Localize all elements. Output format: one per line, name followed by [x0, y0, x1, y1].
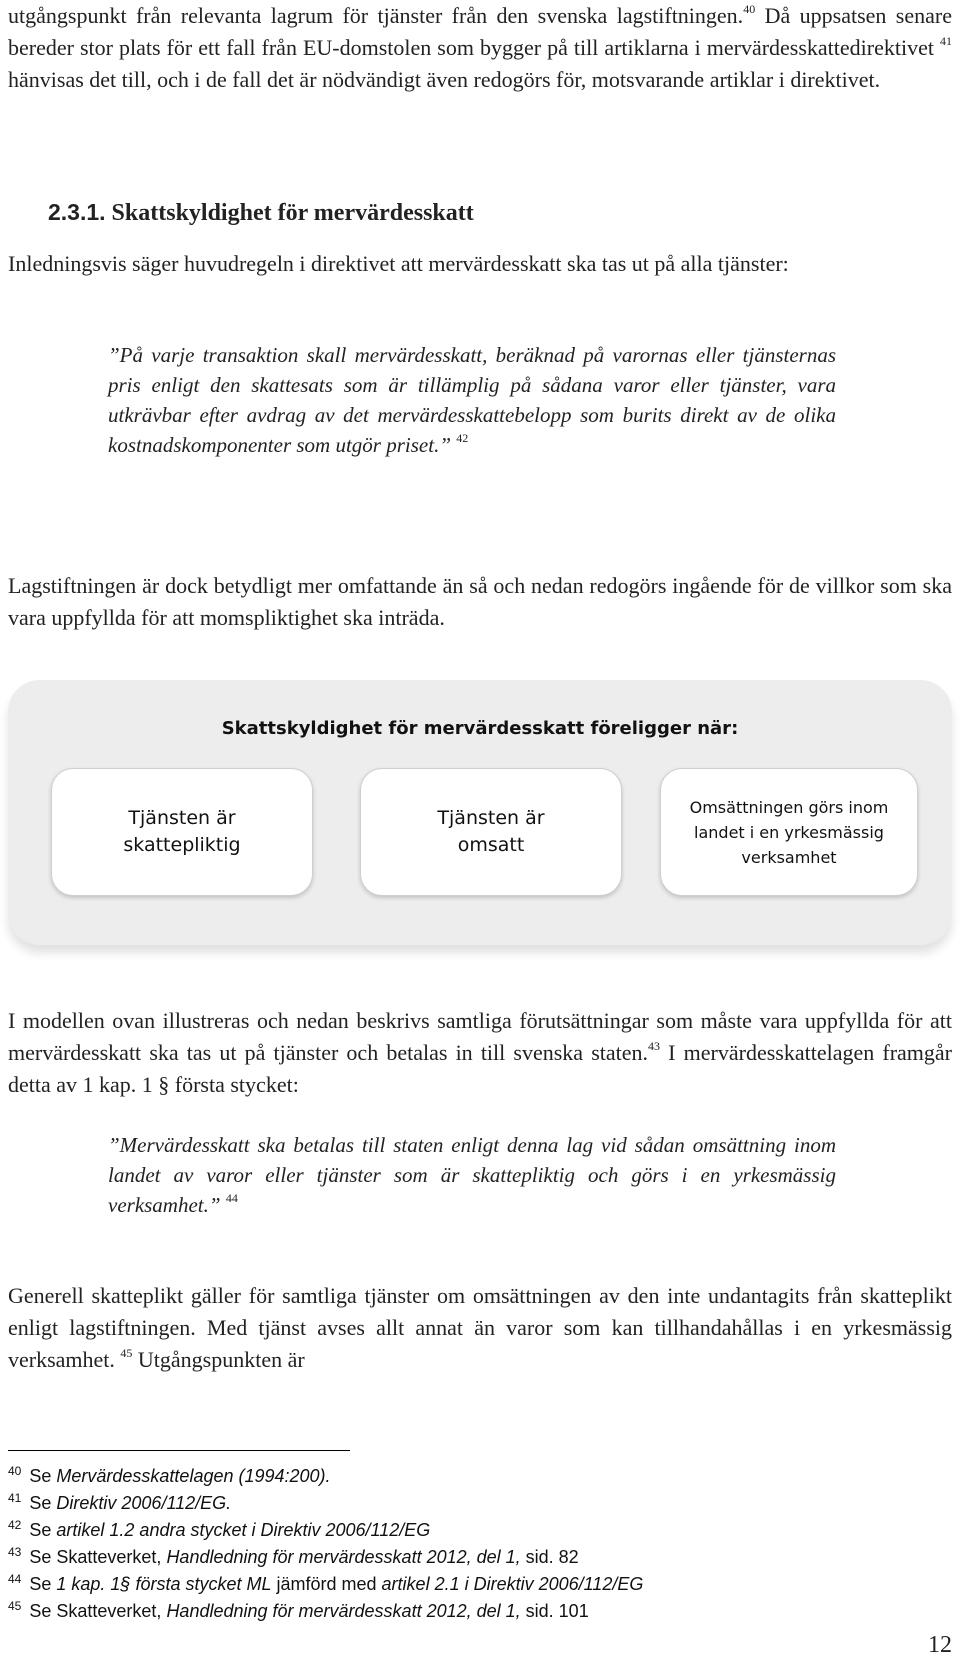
footnote-42: $^{42}$ Se artikel 1.2 andra stycket i Direktiv 2006/112/EG [8, 1518, 431, 1540]
footnote-ref-42[interactable]: 42 [456, 431, 469, 445]
quote-directive: ”På varje transaktion skall mervärdesskatt, beräknad på varornas eller tjänsternas pris enligt den skattesats som är tillämplig på sådana varor eller tjänster, vara utkrävbar efter avdrag av det mervärdesskattebelopp som burits direkt av de olika kostnadskomponenter som utgör priset.” $^{42}$ [108, 343, 836, 457]
quote-ml: ”Mervärdesskatt ska betalas till staten enligt denna lag vid sådan omsättning inom landet av varor eller tjänster som är skattepliktig och görs i en yrkesmässig verksamhet.” $^{44}$ [108, 1133, 836, 1217]
footnote-44: $^{44}$ Se 1 kap. 1§ första stycket ML jämförd med artikel 2.1 i Direktiv 2006/112/EG [8, 1572, 644, 1594]
footnote-40: $^{40}$ Se Mervärdesskattelagen (1994:200). [8, 1464, 331, 1486]
page-number: 12 [928, 1632, 952, 1658]
paragraph-intro-rule: Inledningsvis säger huvudregeln i direktivet att mervärdesskatt ska tas ut på alla tjänster: [8, 251, 789, 276]
footnote-ref-40[interactable]: 40 [743, 1, 756, 16]
condition-box-supplied: Tjänsten är omsatt [360, 768, 622, 896]
footnote-ref-41[interactable]: 41 [940, 33, 952, 48]
paragraph-general-tax: Generell skatteplikt gäller för samtliga tjänster om omsättningen av den inte undantagits från skatteplikt enligt lagstiftningen. Med tjänst avses allt annat än varor som kan tillhandahållas i en yrkesmässig verksamhet. $^{45}$ Utgångspunkten är [8, 1283, 952, 1372]
section-title: Skattskyldighet för mervärdesskatt [111, 200, 474, 226]
paragraph-legislation: Lagstiftningen är dock betydligt mer omfattande än så och nedan redogörs ingående för de villkor som ska vara uppfyllda för att momspliktighet ska inträda. [8, 573, 952, 630]
condition-box-domestic-business: Omsättningen görs inom landet i en yrkesmässig verksamhet [660, 768, 918, 896]
footnote-41: $^{41}$ Se Direktiv 2006/112/EG. [8, 1491, 232, 1513]
condition-box-taxable: Tjänsten är skattepliktig [51, 768, 313, 896]
footnote-list [8, 1464, 952, 1626]
footnote-43: $^{43}$ Se Skatteverket, Handledning för mervärdesskatt 2012, del 1, sid. 82 [8, 1545, 579, 1567]
paragraph-model: I modellen ovan illustreras och nedan beskrivs samtliga förutsättningar som måste vara uppfyllda för att mervärdesskatt ska tas ut på tjänster och betalas in till svenska staten.$^{43}$ I mervärdesskattelagen framgår detta av 1 kap. 1 § första stycket: [8, 1008, 952, 1097]
footnote-45: $^{45}$ Se Skatteverket, Handledning för mervärdesskatt 2012, del 1, sid. 101 [8, 1599, 589, 1621]
section-heading [48, 195, 474, 230]
intro-paragraph: utgångspunkt från relevanta lagrum för tjänster från den svenska lagstiftningen.$^{40}$ Då uppsatsen senare bereder stor plats för ett fall från EU-domstolen som bygger på till artiklarna i mervärdesskattedirektivet $^{41}$ hänvisas det till, och i de fall det är nödvändigt även redogörs för, motsvarande artiklar i direktivet. [8, 1, 952, 92]
section-number: 2.3.1. [48, 199, 106, 225]
tax-liability-diagram [8, 680, 952, 945]
diagram-title: Skattskyldighet för mervärdesskatt föreligger när: [221, 718, 739, 739]
footnote-ref-44[interactable]: 44 [225, 1191, 238, 1205]
footnote-ref-43[interactable]: 43 [648, 1038, 661, 1053]
footnote-ref-45[interactable]: 45 [120, 1345, 133, 1360]
footnote-divider [8, 1450, 350, 1451]
